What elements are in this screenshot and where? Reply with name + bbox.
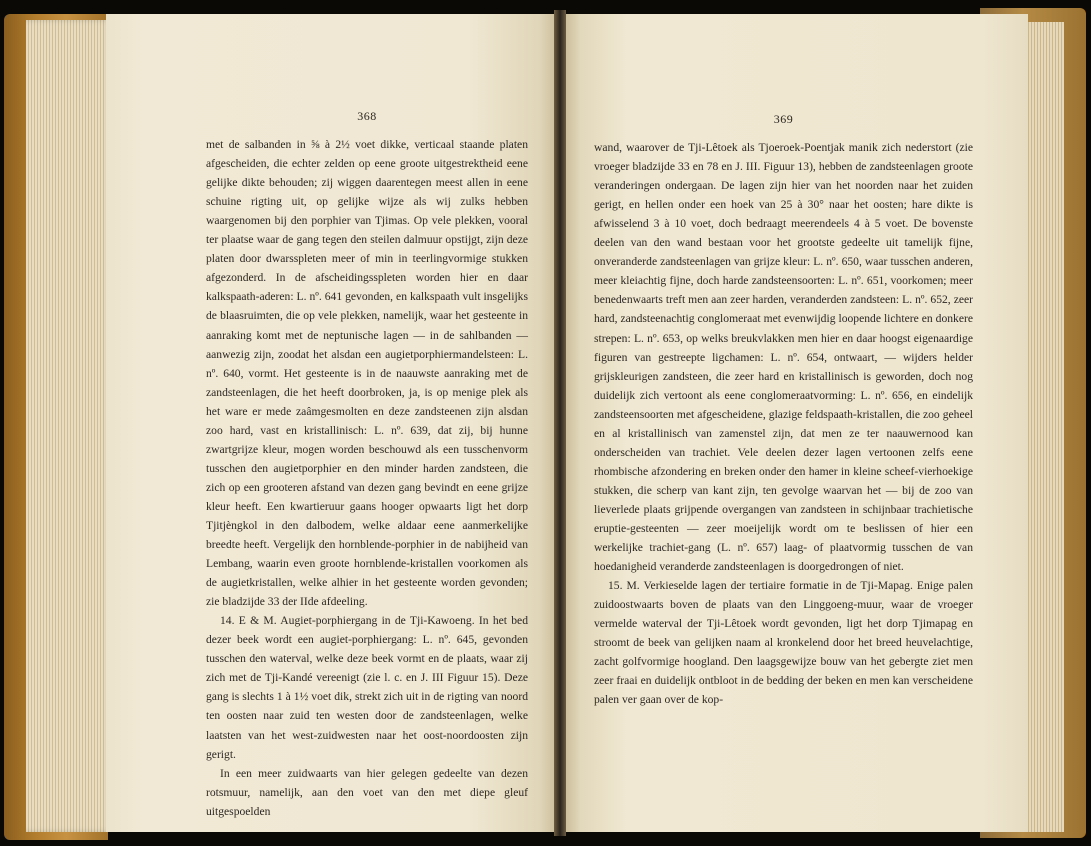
book-gutter [554,10,566,836]
paragraph: wand, waarover de Tji-Lêtoek als Tjoeroek-Poentjak manik zich nederstort (zie vroeger bladzijde 33 en 78 en J. III. Figuur 13), hebben de zandsteenlagen groote veranderingen ondergaan. De lagen zijn hier van het noorden naar het zuiden gerigt, en hellen onder een hoek van 25 à 30° naar het oosten; hare dikte is afwisselend 3 à 10 voet, doch bedraagt meerendeels 4 à 5 voet. De bovenste deelen van den wand bestaan voor het grootste gedeelte uit tamelijk fijne, onveranderde zandsteenlagen van grijze kleur: L. nº. 650, waar tusschen anderen, meer kleiachtig fijne, doch harde zandsteensoorten: L. nº. 651, voorkomen; meer benedenwaarts treft men aan zeer harden, veranderden zandsteen: L. nº. 652, zeer hard, zandsteenachtig conglomeraat met evenwijdig loopende lichtere en donkere strepen: L. nº. 653, op welks breukvlakken men hier en daar hoogst eigenaardige figuren van gestreepte ligchamen: L. nº. 654, ontwaart, — wijders helder grijskleurigen zandsteen, die zeer hard en kristallinisch is geworden, doch nog duidelijk zich vertoont als eene conglomeraatvorming: L. nº. 656, en eindelijk zandsteensoorten met afgescheidene, glazige feldspaath-kristallen, die zoo geheel en al kristallinisch van zamenstel zijn, dat men ze ter naauwernood kan onderscheiden van trachiet. Vele deelen dezer lagen vertoonen zelfs eene rhombische afzondering en breken onder den hamer in kleine scheef-vierhoekige stukken, die scherp van kant zijn, ten gevolge waarvan het — bij de zoo van lieverlede plaats grijpende overgangen van zandsteen in schijnbaar trachietische eruptie-gesteenten — zeer moeijelijk wordt om te beslissen of hier een werkelijke trachiet-gang (L. nº. 657) laag- of plaatvormig tusschen de van hoedanigheid veranderde zandsteenlagen is doorgedrongen of niet. [594,141,973,574]
page-number: 369 [773,112,794,126]
page-number: 368 [357,109,377,123]
page-body [206,135,528,821]
paragraph: 14. E & M. Augiet-porphiergang in de Tji-Kawoeng. In het bed dezer beek wordt een augiet-porphiergang: L. nº. 645, gevonden tusschen den waterval, welke deze beek vormt en de plaats, waar zij zich met de Tji-Kandé vereenigt (zie l. c. en J. III Figuur 15). Deze gang is slechts 1 à 1½ voet dik, strekt zich uit in de rigting van noord ten oosten naar zuid ten westen door de zandsteenlagen, welke laatsten van het west-zuidwesten naar het oost-noordoosten zijn gerigt. [206,614,528,761]
paragraph: In een meer zuidwaarts van hier gelegen gedeelte van dezen rotsmuur, namelijk, aan den voet van den met diepe gleuf uitgespoelden [206,766,528,818]
page-body [594,138,973,709]
paragraph: 15. M. Verkieselde lagen der tertiaire formatie in de Tji-Mapag. Enige palen zuidoostwaarts boven de plaats van den Linggoeng-muur, waar de vroeger vermelde waterval der Tji-Lêtoek wordt gevonden, ligt het dorp Tjimapag en stroomt de beek van gelijken naam al kronkelend door het breed heuvelachtige, zacht golfvormige hoogland. Den laagsgewijze bouw van het gebergte ziet men zeer fraai en duidelijk ontbloot in de bedding der beken en men kan verscheidene palen ver gaan over de kop- [594,579,973,707]
left-page-edges [26,20,112,832]
paragraph: met de salbanden in ⅝ à 2½ voet dikke, verticaal staande platen afgescheiden, die echter zelden op eene groote uitgestrektheid eene gelijke dikte behouden; zij wiggen daarentegen meest allen in eene schuine rigting uit, op gelijke wijze als wij zulks hebben waargenomen bij den porphier van Tjimas. Op vele plekken, vooral ter plaatse waar de gang tegen den steilen dalmuur opstijgt, zijn deze platen door dwarsspleten meer of min in teerlingvormige stukken afgezonderd. In de afscheidingsspleten worden hier en daar kalkspaath-aderen: L. nº. 641 gevonden, en kalkspaath vult insgelijks de blaasruimten, die op vele plekken, namelijk, waar het gesteente in aanraking komt met de neptunische lagen — in de sahlbanden — aanwezig zijn, zoodat het alsdan een augietporphiermandelsteen: L. nº. 640, vormt. Het gesteente is in de naauwste aanraking met de zandsteenlagen, die het heeft doorbroken, ja, is op menige plek als het ware er mede zaâmgesmolten en deze zandsteenen zijn alsdan zoo hard, vast en kristallinisch: L. nº. 639, dat zij, bij hunne zwartgrijze kleur, mogen worden beschouwd als een tusschenvorm tusschen den augietporphier en den minder harden zandsteen, die zich op een grooteren afstand van dezen gang bevindt en eene grijze kleur heeft. Een kwartieruur gaans hooger opwaarts ligt het dorp Tjitjèngkol in den dalbodem, welke aldaar eene aanmerkelijke breedte heeft. Vergelijk den hornblende-porphier in de nabijheid van Lembang, waarin even groote hornblende-kristallen voorkomen als de augietkristallen, welke alhier in het gesteente worden gevonden; zie bladzijde 33 der IIde afdeeling. [206,138,528,609]
right-page [562,14,1028,832]
left-page [106,14,558,832]
